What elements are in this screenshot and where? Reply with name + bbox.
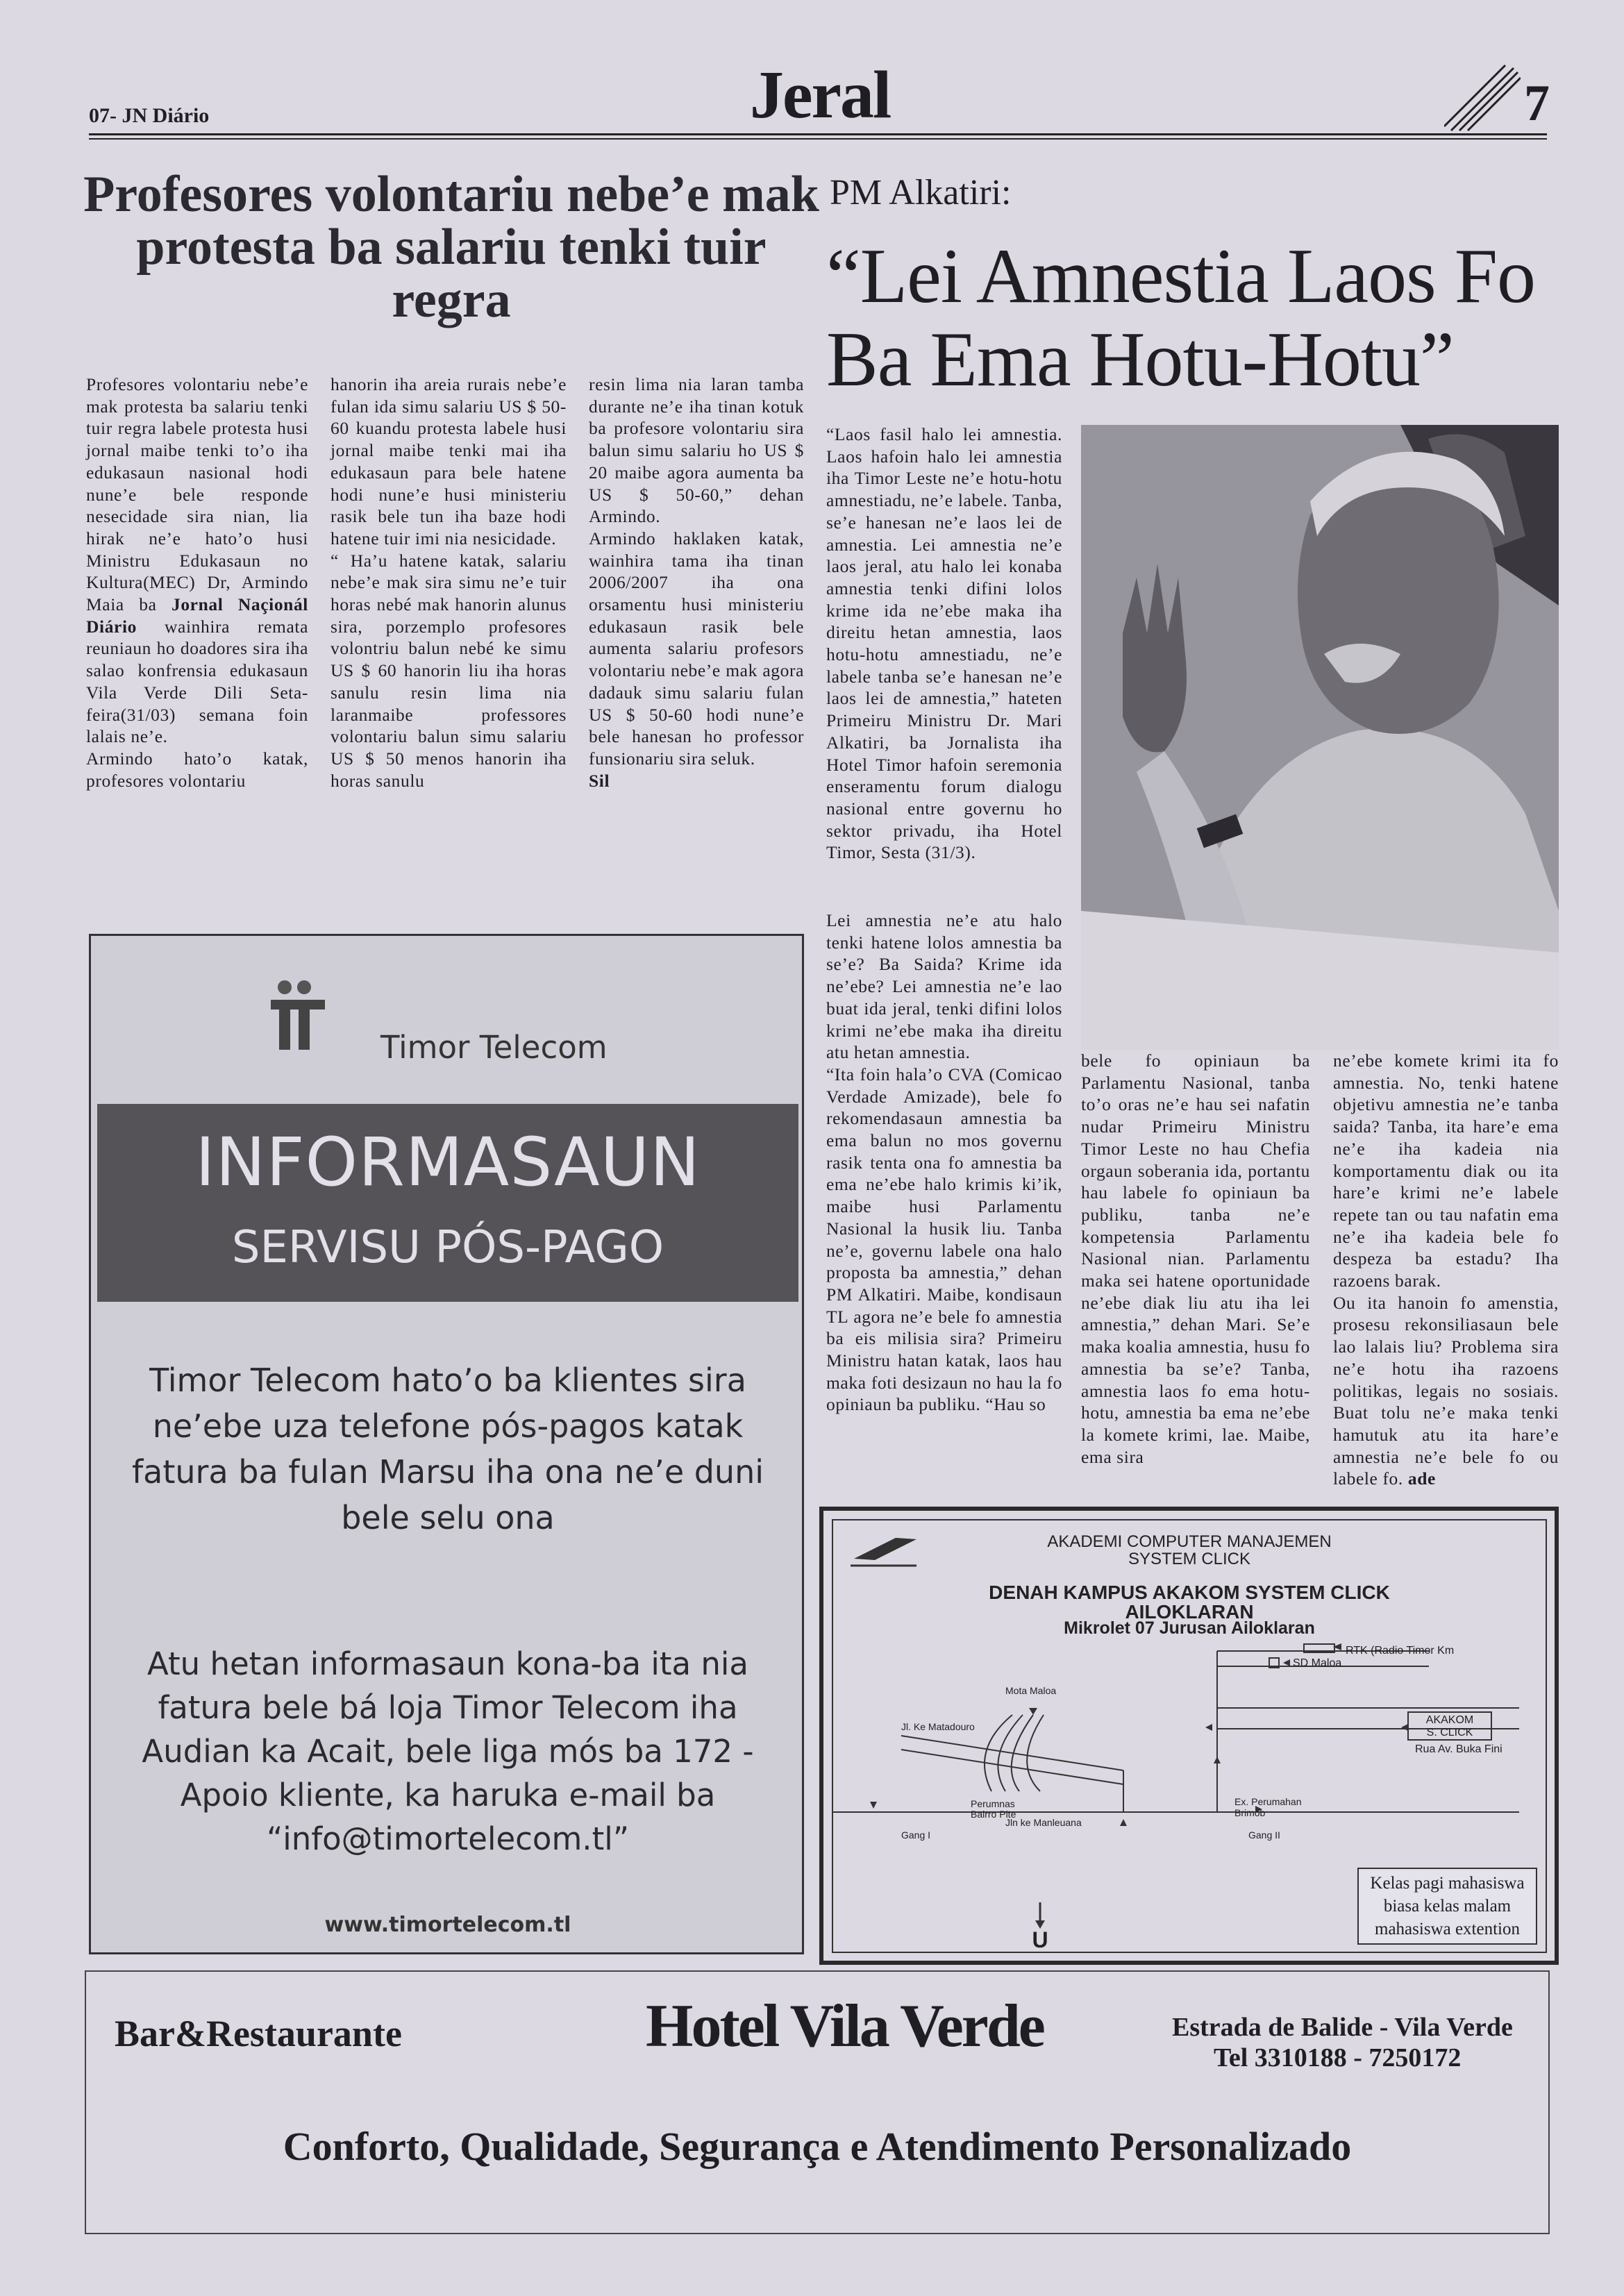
article1-column-1 xyxy=(86,374,308,791)
article1-column-3 xyxy=(589,374,804,791)
article2-col3-text-b: Ou ita hanoin fo amenstia, prosesu rekonsiliasaun bele lao lalais liu? Problema sira ne’e hotu iha razoens politikas, legais no sosiais. Buat tolu ne’e maka tenki hamutuk atu ita hare’e amnestia ne’e bele fo ou labele fo. xyxy=(1333,1292,1559,1489)
article1-headline: Profesores volontariu nebe’e mak protesta ba salariu tenki tuir regra xyxy=(83,166,819,328)
tt-website-link[interactable]: www.timortelecom.tl xyxy=(324,1913,571,1937)
akakom-title-2: SYSTEM CLICK xyxy=(1128,1550,1251,1568)
map-label-sd: SD Maloa xyxy=(1293,1657,1342,1669)
map-label-perumnas: Perumnas xyxy=(971,1798,1015,1809)
article1-col3-text-b: Armindo haklaken katak, wainhira tama iha tinan 2006/2007 iha ona orsamentu husi ministeriu edukasaun rasik bele aumenta salariu profesors volontariu nebe’e mak agora dadauk simu salariu fulan US $ 50-60 hodi nune’e bele hanesan ho professor funsionariu sira seluk. xyxy=(589,528,804,769)
article1-col2-text-b: “ Ha’u hatene katak, salariu nebe’e mak sira simu ne’e tuir horas nebé mak hanorin alunus sira, porzemplo profesores volontriu balun nebé ke simu US $ 60 hanorin liu iha horas sanulu resin lima nia laranmaibe professores volontariu balun simu salariu US $ 50 menos hanorin iha horas sanulu xyxy=(330,550,567,791)
article2-headline: “Lei Amnestia Laos Fo Ba Ema Hotu-Hotu” xyxy=(826,233,1536,403)
hotel-slogan: Conforto, Qualidade, Segurança e Atendimento Personalizado xyxy=(283,2124,1352,2169)
map-label-rtk: RTK (Radio Timor Km xyxy=(1346,1645,1455,1657)
header-rule xyxy=(89,133,1547,135)
map-label-north: U xyxy=(1032,1927,1048,1951)
hotel-address: Estrada de Balide - Vila Verde xyxy=(1172,2013,1513,2042)
article1-col1-text-b: wainhira remata reuniaun ho doadores sira iha salao konfrensia edukasaun Vila Verde Dili Seta-feira(31/03) semana foin lalais ne’e. xyxy=(86,616,308,747)
article2-col1b-text-b: “Ita foin hala’o CVA (Comicao Verdade Amizade), bele fo rekomendasaun amnestia ba ema balun no mos governu rasik tenta ona fo amnestia ba ema ne’ebe halo krimis ki’ik, maibe husi Parlamentu Nasional la husik liu. Tanba ne’e, governu labele ona halo proposta ba amnestia,” dehan PM Alkatiri. Maibe, kondisaun TL agora ne’e bele fo amnestia ba eis milisia sira? Primeiru Ministru hatan katak, laos hau maka foti desizaun no hau la fo opiniaun ba publiku. “Hau so xyxy=(826,1064,1062,1415)
article1-col1-text: Profesores volontariu nebe’e mak protesta ba salariu tenki tuir regra labele protesta husi jornal maibe tenki to’o iha edukasaun nasional hodi nune’e bele responde nesecidade sira nian, lia hirak ne’e hato’o husi Ministru Edukasaun no Kultura(MEC) Dr, Armindo Maia ba xyxy=(86,374,308,615)
section-title: Jeral xyxy=(750,58,891,133)
map-label-manleuana: Jln ke Manleuana xyxy=(1005,1817,1082,1828)
akakom-title-1: AKADEMI COMPUTER MANAJEMEN xyxy=(1047,1532,1332,1551)
article2-column-3 xyxy=(1333,1050,1559,1490)
akakom-note-line-3: mahasiswa extention xyxy=(1375,1920,1520,1938)
map-label-click: S. CLICK xyxy=(1426,1727,1473,1738)
article1-col1-bold: Jornal Naçionál Diário xyxy=(86,594,308,637)
tt-body-text-2: Atu hetan informasaun kona-ba ita nia fatura bele bá loja Timor Telecom iha Audian ka Acait, bele liga mós ba 172 - Apoio kliente, ka haruka e-mail ba “info@timortelecom.tl” xyxy=(142,1645,754,1857)
article1-col2-text: hanorin iha areia rurais nebe’e fulan ida simu salariu US $ 50-60 kuandu protesta labele husi jornal maibe tenki mai iha edukasaun para bele hatene hodi nune’e husi ministeriu rasik bele tun iha baze hodi hatene tuir imi nia nesicidade. xyxy=(330,374,567,548)
map-label-gang2: Gang II xyxy=(1248,1829,1280,1841)
map-label-pite: Bairro Pite xyxy=(971,1809,1016,1820)
map-label-matadouro: Jl. Ke Matadouro xyxy=(901,1721,975,1732)
article1-col1-text-c: Armindo hato’o katak, profesores volontariu xyxy=(86,748,308,791)
akakom-note-line-2: biasa kelas malam xyxy=(1383,1897,1512,1916)
akakom-title-4: AILOKLARAN xyxy=(1125,1601,1254,1623)
article2-col1-text: “Laos fasil halo lei amnestia. Laos hafoin halo lei amnestia iha Timor Leste ne’e hotu-hotu amnestiadu, ne’e labele. Tanba, se’e hanesan ne’e laos lei de amnestia. Lei amnestia ne’e laos jeral, atu halo lei konaba amnestia tenki difini lolos krime ida ne’ebe maka iha direitu hetan amnestia, laos hotu-hotu amnestiadu, ne’e labele tanba se’e hanesan ne’e laos lei de amnestia,” hateten Primeiru Ministru Dr. Mari Alkatiri, ba Jornalista iha Hotel Timor hafoin seremonia enseramentu forum dialogu nasional entre governu ho sektor privadu, iha Hotel Timor, Sesta (31/3). xyxy=(826,424,1062,863)
map-label-mota: Mota Maloa xyxy=(1005,1685,1057,1696)
timor-telecom-logo-icon xyxy=(187,972,396,1055)
hotel-telephone: Tel 3310188 - 7250172 xyxy=(1214,2043,1462,2072)
alkatiri-photo xyxy=(1081,425,1559,1050)
hotel-name: Hotel Vila Verde xyxy=(646,1993,1044,2060)
map-label-brimob: Brimob xyxy=(1234,1807,1266,1818)
tt-body-text-1: Timor Telecom hato’o ba klientes sira ne’ebe uza telefone pós-pagos katak fatura ba fulan Marsu iha ona ne’e duni bele selu ona xyxy=(131,1361,764,1536)
akakom-note-line-1: Kelas pagi mahasiswa xyxy=(1370,1874,1525,1893)
article2-col2-text: bele fo opiniaun ba Parlamentu Nasional, tanba to’o oras ne’e hau sei nafatin nudar Primeiru Ministru Timor Leste no hau Chefia orgaun soberania ida, portantu hau labele fo opiniaun ba publiku, tanba ne’e kompetensia Parlamentu Nasional nian. Parlamentu maka sei hatene oportunidade ne’ebe diak liu atu iha lei amnestia,” dehan Mari. Se’e maka koalia amnestia, husu fo amnestia ba se’e? Tanba, amnestia laos fo ema hotu-hotu, amnestia ba ema ne’ebe la komete krimi, lae. Maibe, ema sira xyxy=(1081,1050,1310,1467)
article2-col1b-text: Lei amnestia ne’e atu halo tenki hatene lolos amnestia ba se’e? Ba Saida? Krime ida ne’ebe? Lei amnestia ne’e lao buat ida jeral, tenki difini lolos krimi ne’ebe maka iha direitu atu hetan amnestia. xyxy=(826,910,1062,1063)
article2-col3-text: ne’ebe komete krimi ita fo amnestia. No, tenki hatene objetivu amnestia ne’e tanba saida? Tanba, ita hare’e ema ne’e iha kadeia nia komportamentu diak ou ita hare’e krimi ne’e labele repete tan ou tau nafatin ema ne’e iha kadeia bele fo despeza ba estadu? Iha razoens barak. xyxy=(1333,1050,1559,1291)
hatch-ornament-icon xyxy=(1444,61,1521,137)
article2-column-1 xyxy=(826,424,1062,864)
section-label: 07- JN Diário xyxy=(89,104,210,127)
page-number: 7 xyxy=(1524,75,1550,132)
article2-column-1-lower xyxy=(826,910,1062,1416)
article1-byline: Sil xyxy=(589,770,610,791)
article2-column-2 xyxy=(1081,1050,1310,1468)
info-band-subtitle: SERVISU PÓS-PAGO xyxy=(231,1222,664,1273)
article2-kicker: PM Alkatiri: xyxy=(830,173,1012,212)
timor-telecom-brand: Timor Telecom xyxy=(380,1029,608,1066)
map-label-rua: Rua Av. Buka Fini xyxy=(1415,1743,1502,1755)
akakom-title-3: DENAH KAMPUS AKAKOM SYSTEM CLICK xyxy=(989,1582,1390,1603)
map-label-experumahan: Ex. Perumahan xyxy=(1234,1796,1302,1807)
info-band-title: INFORMASAUN xyxy=(195,1123,701,1201)
hotel-bar-restaurante: Bar&Restaurante xyxy=(115,2013,402,2054)
akakom-class-note xyxy=(1357,1868,1537,1945)
photo-illustration-icon xyxy=(1081,425,1559,1050)
article2-byline: ade xyxy=(1407,1468,1436,1489)
map-label-akakom: AKAKOM xyxy=(1425,1714,1474,1726)
header-rule-thin xyxy=(89,138,1547,140)
map-label-gang1: Gang I xyxy=(901,1829,931,1841)
article1-col3-text: resin lima nia laran tamba durante ne’e iha tinan kotuk ba profesore volontariu sira balun simu salariu ho US $ 20 maibe agora aumenta ba US $ 50-60,” dehan Armindo. xyxy=(589,374,804,527)
article1-column-2 xyxy=(330,374,567,791)
akakom-title-5: Mikrolet 07 Jurusan Ailoklaran xyxy=(1064,1618,1315,1638)
